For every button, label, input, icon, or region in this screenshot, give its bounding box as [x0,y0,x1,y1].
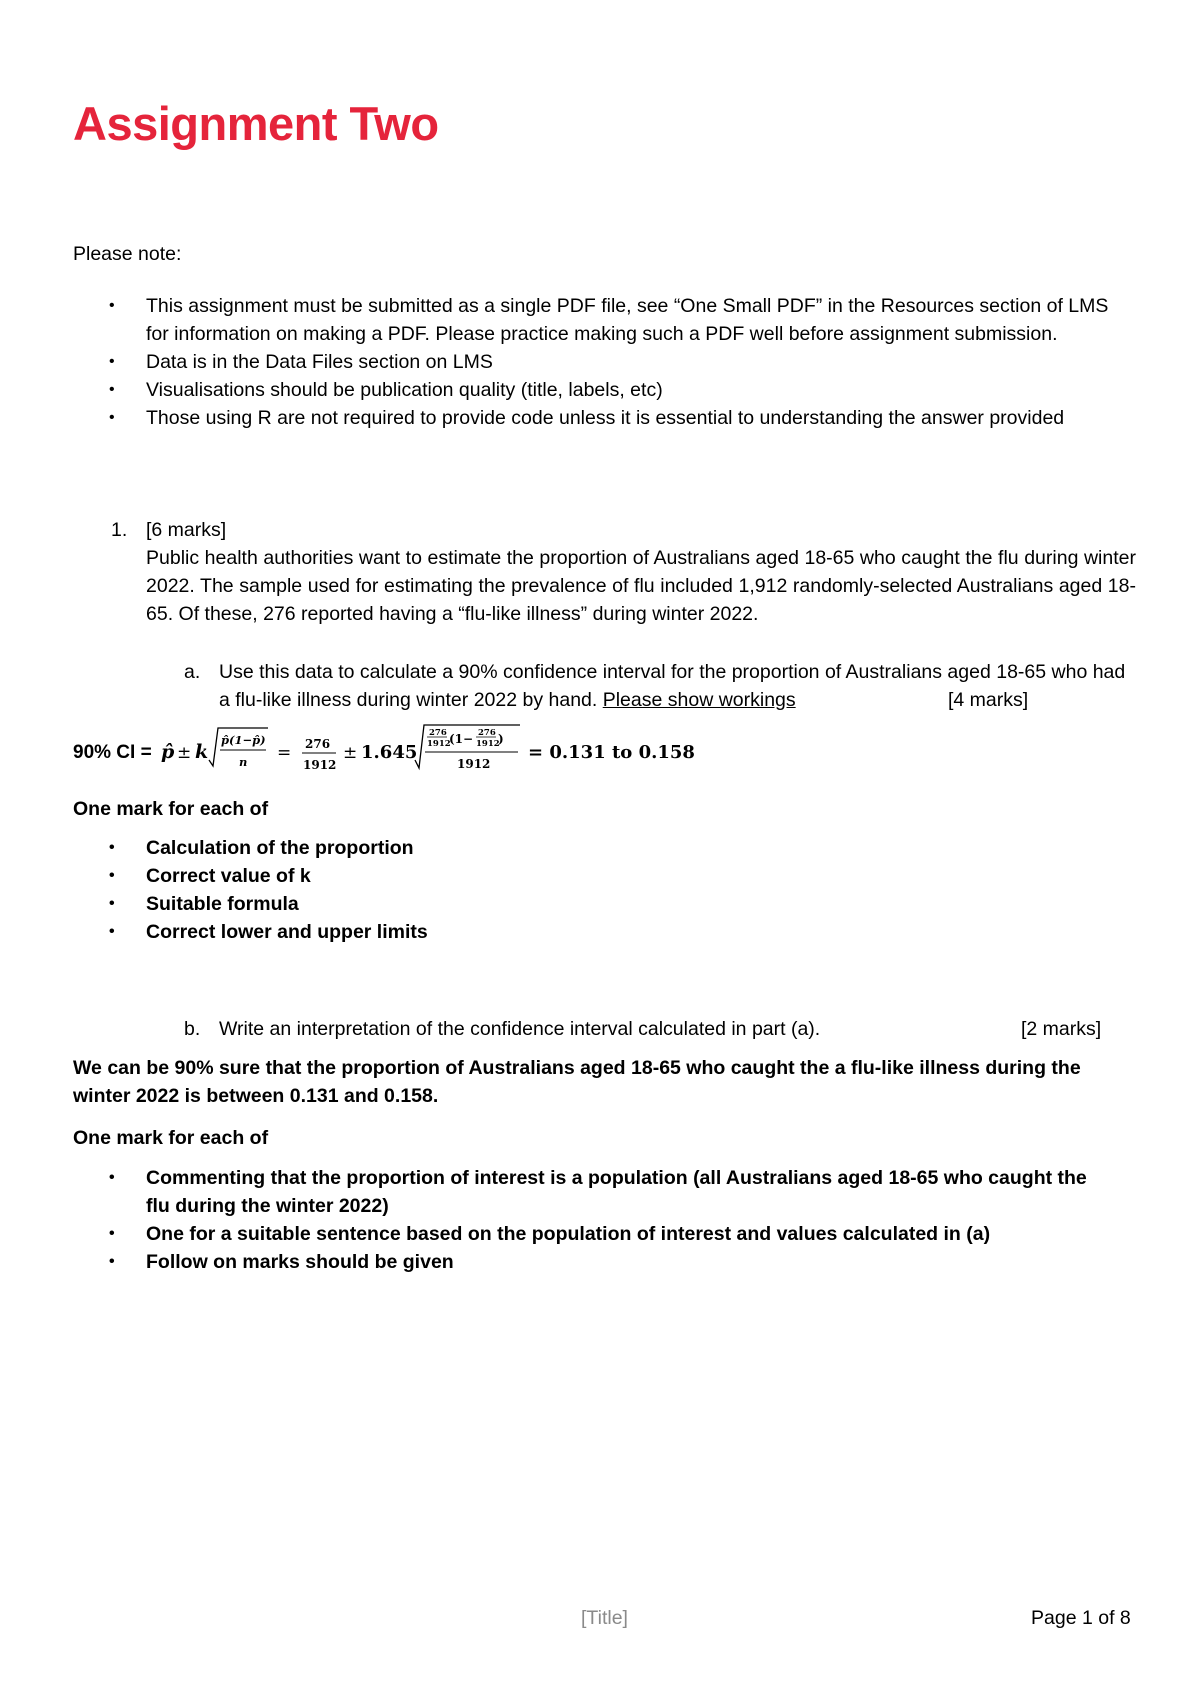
inner-one-minus: (1− [449,732,474,746]
formula-coefficient: 1.645 [361,742,418,763]
answer-b-list [73,1164,1173,1276]
ci-formula [73,722,713,790]
formula-eq: = [277,743,292,763]
bullet-icon: • [109,1169,115,1186]
bullet-icon: • [109,409,115,426]
bullet-icon: • [109,353,115,370]
inner-276-b: 276 [478,728,496,738]
bullet-icon: • [109,895,115,912]
document-title: Assignment Two [73,97,439,150]
part-b-label: b. [184,1018,201,1040]
note-item: • Those using R are not required to provide code unless it is essential to understanding the answer provided [73,404,1153,432]
rubric-item-continuation: flu during the winter 2022) [146,1195,389,1217]
answer-b-heading: One mark for each of [73,1127,269,1149]
answer-b-statement: We can be 90% sure that the proportion of Australians aged 18-65 who caught the a flu-like illness during the winter 2022 is between 0.131 and 0.158. [73,1057,1081,1107]
question-marks: [6 marks] [146,519,227,541]
bullet-icon: • [109,1225,115,1242]
bullet-icon: • [109,839,115,856]
question-body [146,516,1136,628]
show-workings-text: Please show workings [602,689,796,711]
formula-lead: 90% CI = [73,742,152,763]
rubric-item: • Correct value of k [73,862,1153,890]
inner-close: ) [498,732,504,746]
bullet-icon: • [109,381,115,398]
inner-1912-b: 1912 [476,739,500,749]
part-a-marks: [4 marks] [948,689,1029,711]
part-b-text: Write an interpretation of the confidence interval calculated in part (a). [219,1018,821,1040]
answer-a-heading: One mark for each of [73,798,269,820]
outer-1912: 1912 [457,757,491,771]
formula-phat: p̂ [161,741,175,763]
formula-result: = 0.131 to 0.158 [528,742,695,763]
formula-276: 276 [305,737,331,751]
rubric-item: • Follow on marks should be given [73,1248,1173,1276]
inner-276-a: 276 [429,728,447,738]
page-number: Page 1 of 8 [1031,1607,1131,1629]
note-item: • Data is in the Data Files section on LMS [73,348,1153,376]
note-list [73,292,1153,432]
inner-1912-a: 1912 [427,739,451,749]
rubric-item: • Calculation of the proportion [73,834,1153,862]
formula-frac-num: p̂(1−p̂) [221,733,266,747]
rubric-item: • Suitable formula [73,890,1153,918]
part-b-marks: [2 marks] [1021,1018,1102,1040]
rubric-item: • Commenting that the proportion of interest is a population (all Australians aged 18-65 who caught the [73,1164,1173,1192]
formula-pm: ± [177,743,192,763]
bullet-icon: • [109,1253,115,1270]
formula-1912: 1912 [303,758,337,772]
note-item-continuation: for information on making a PDF. Please practice making such a PDF well before assignment submission. [146,323,1058,345]
note-item: • This assignment must be submitted as a single PDF file, see “One Small PDF” in the Resources section of LMS [73,292,1153,320]
rubric-item: • One for a suitable sentence based on the population of interest and values calculated in (a) [73,1220,1173,1248]
ci-formula-svg [73,722,713,790]
rubric-item: • Correct lower and upper limits [73,918,1153,946]
bullet-icon: • [109,867,115,884]
part-a-label: a. [184,661,201,683]
note-item: • Visualisations should be publication quality (title, labels, etc) [73,376,1153,404]
answer-a-list [73,834,1153,946]
part-a-text: Use this data to calculate a 90% confidence interval for the proportion of Australians aged 18-65 who had a flu-like illness during winter 2022 by hand. Please show workings [219,661,1126,711]
formula-pm-2: ± [343,743,358,763]
formula-frac-den: n [239,755,248,769]
bullet-icon: • [109,923,115,940]
footer-title: [Title] [581,1607,628,1629]
question-text: Public health authorities want to estimate the proportion of Australians aged 18-65 who caught the flu during winter 2022. The sample used for estimating the prevalence of flu included 1,912 randomly-selected Australians aged 18-65. Of these, 276 reported having a “flu-like illness” during winter 2022. [146,547,1136,625]
bullet-icon: • [109,297,115,314]
question-number: 1. [111,519,128,541]
note-heading: Please note: [73,243,182,265]
formula-k: k [195,741,209,763]
